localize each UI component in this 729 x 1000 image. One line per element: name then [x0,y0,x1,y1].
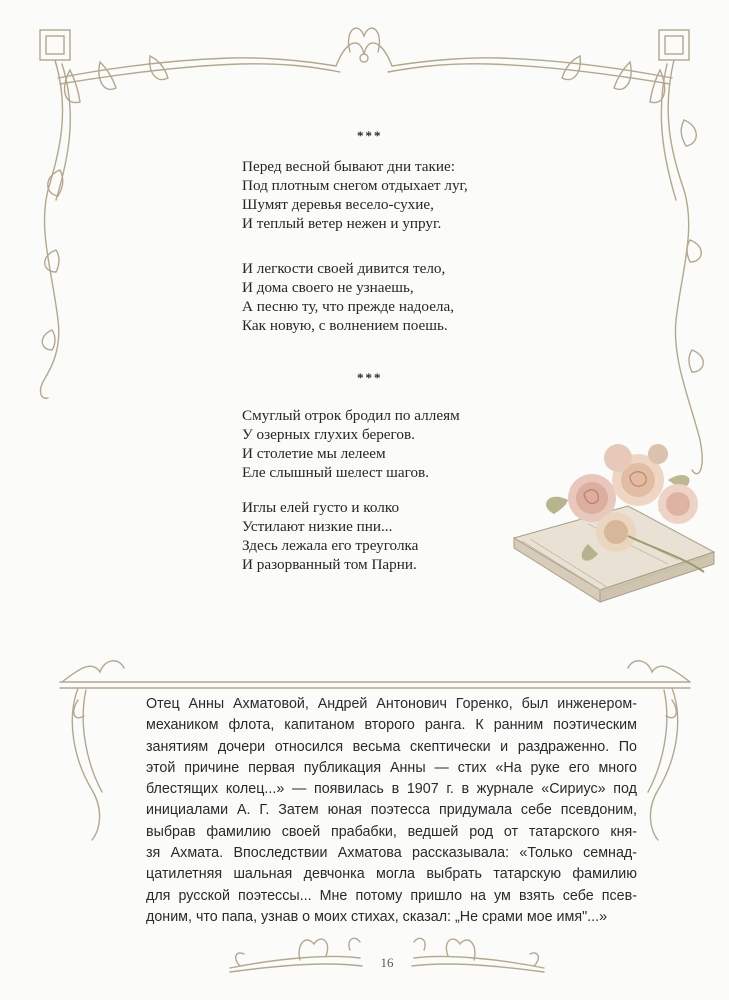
stanza [242,157,572,233]
poem-line: Шумят деревья весело-сухие, [242,196,434,213]
poem-line: Устилают низкие пни... [242,518,393,535]
poem-line: И дома своего не узнаешь, [242,279,414,296]
poem-line: А песню ту, что прежде надоела, [242,298,455,315]
poem-separator: *** [357,370,383,385]
poem-line: И разорванный том Парни. [242,556,417,573]
poem-line: У озерных глухих берегов. [242,426,415,443]
biography-line: цатилетняя шальная девчонка могла выбрать татарскую фамилию [146,866,637,883]
poem-line: Здесь лежала его треуголка [242,537,419,554]
biography-line: механиком флота, капитаном второго ранга. К ранним поэтическим [146,717,637,734]
biography-line: зя Ахмата. Впоследствии Ахматова рассказывала: «Только семнад- [146,845,637,862]
biography-line: занятиям дочери относился весьма скептически и раздраженно. По [146,738,637,755]
biography-line: Отец Анны Ахматовой, Андрей Антонович Горенко, был инженером- [146,696,637,712]
poem-line: Смуглый отрок бродил по аллеям [242,407,460,424]
poem-line: И столетие мы лелеем [242,445,386,462]
poem-line: Иглы елей густо и колко [242,499,400,516]
biography-line: этой причине первая публикация Анны — стих «На руке его много [146,759,637,776]
poem-line: Под плотным снегом отдыхает луг, [242,177,468,194]
biography-text [146,694,637,928]
poem-line: Еле слышный шелест шагов. [242,464,430,481]
biography-line: блестящих колец...» — появилась в 1907 г. в журнале «Сириус» под [146,781,637,798]
biography-line: инициалами А. Г. Затем юная поэтесса придумала себе псевдоним, [146,802,637,819]
roses-on-book-illustration [508,440,718,610]
biography-line: выбрав фамилию своей прабабки, ведшей род от татарского кня- [146,823,637,840]
poem-separator: *** [357,128,383,143]
stanza [242,259,572,335]
poem-line: Как новую, с волнением поешь. [242,317,448,334]
biography-line: для русской поэтессы... Мне потому пришло на ум взять себе псев- [146,887,637,904]
biography-line: доним, что папа, узнав о моих стихах, сказал: „Не срами мое имя"...» [146,908,608,925]
poem-line: Перед весной бывают дни такие: [242,158,455,175]
poem-line: И легкости своей дивится тело, [242,260,446,277]
poem-line: И теплый ветер нежен и упруг. [242,215,442,232]
page-number: 16 [380,955,394,970]
